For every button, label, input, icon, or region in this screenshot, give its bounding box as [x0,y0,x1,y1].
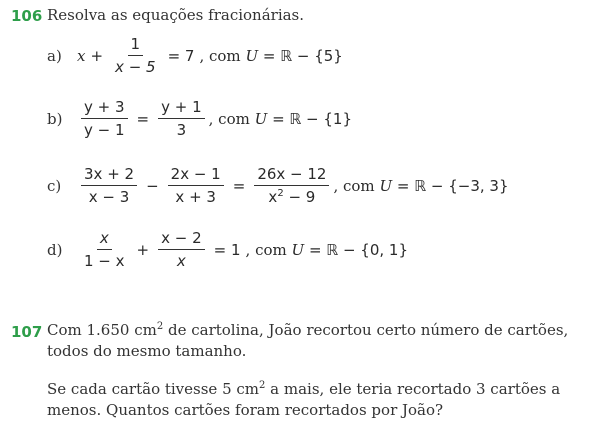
q107-p1-b: de cartolina, João recortou certo número de cartões, todos do mesmo tamanho. [47,321,569,360]
equation-c-fraction-3 [254,165,329,206]
equation-b [47,98,352,139]
equation-d-numerator-1: x [97,229,112,250]
equation-b-math [77,98,352,139]
equation-c-numerator-1: 3x + 2 [81,165,137,186]
question-107-paragraph-2 [47,379,603,421]
equation-c-den3-rest: − 9 [283,188,316,206]
equation-c-den3-exp: 2 [277,188,284,199]
equation-b-numerator-1: y + 3 [81,98,128,119]
equation-c-numerator-2: 2x − 1 [168,165,224,186]
equation-d-numerator-2: x − 2 [158,229,205,250]
equation-d-plus: + [136,240,150,259]
equation-c-numerator-3: 26x − 12 [254,165,329,186]
question-107-paragraph-1 [47,320,603,362]
equation-c-math [77,165,509,206]
equation-c-minus: − [146,176,159,195]
equation-a-com: , com [199,46,241,65]
item-letter-b: b) [47,109,63,128]
equation-d-fraction-2 [158,229,205,270]
equation-c-fraction-2 [168,165,224,206]
equation-d-U: U [291,240,305,259]
equation-b-fraction-1 [81,98,128,139]
item-letter-a: a) [47,46,62,65]
equation-c-com: , com [333,176,375,195]
equation-b-fraction-2 [158,98,205,139]
equation-b-denominator-1: y − 1 [84,121,125,139]
equation-d-rhs: = 1 [213,240,241,259]
question-number-107: 107 [11,323,43,341]
equation-c-denominator-3 [265,186,318,206]
equation-b-domain: = ℝ − {1} [272,109,353,128]
question-title-106: Resolva as equações fracionárias. [47,6,305,24]
equation-a-U: U [245,46,259,65]
equation-a-numerator: 1 [128,35,144,56]
q107-p2-b: a mais, ele teria recortado 3 cartões a menos. Quantos cartões foram recortados por João? [47,380,561,419]
q107-p2-a: Se cada cartão tivesse 5 cm [47,380,260,398]
question-number-106: 106 [11,7,43,25]
equation-a-denominator: x − 5 [115,58,156,76]
equation-d-com: , com [245,240,287,259]
equation-a [47,35,343,76]
item-letter-d: d) [47,240,63,259]
equation-d-math [77,229,408,270]
equation-c-equals: = [232,176,246,195]
equation-d [47,229,408,270]
equation-c-domain: = ℝ − {−3, 3} [396,176,509,195]
q107-p1-a: Com 1.650 cm [47,321,157,339]
equation-d-fraction-1 [81,229,128,270]
q107-p2-sup: 2 [259,380,266,391]
equation-a-math [77,35,343,76]
equation-a-domain: = ℝ − {5} [262,46,343,65]
equation-b-equals: = [136,109,150,128]
equation-c [47,165,509,206]
equation-a-fraction [112,35,159,76]
equation-b-com: , com [208,109,250,128]
equation-c-den3-base: x [268,188,278,206]
equation-b-denominator-2: 3 [176,121,187,139]
equation-d-domain: = ℝ − {0, 1} [308,240,408,259]
item-letter-c: c) [47,176,62,195]
equation-c-fraction-1 [81,165,137,206]
equation-c-denominator-2: x + 3 [175,188,216,206]
equation-c-denominator-1: x − 3 [88,188,130,206]
equation-a-var: x [77,46,86,65]
equation-d-denominator-1: 1 − x [84,252,125,270]
equation-a-plus: + [90,46,104,65]
q107-p1-sup: 2 [156,321,164,332]
equation-c-U: U [379,176,393,195]
equation-d-denominator-2: x [176,252,186,270]
equation-b-U: U [254,109,268,128]
equation-a-rhs: = 7 [167,46,195,65]
equation-b-numerator-2: y + 1 [158,98,205,119]
